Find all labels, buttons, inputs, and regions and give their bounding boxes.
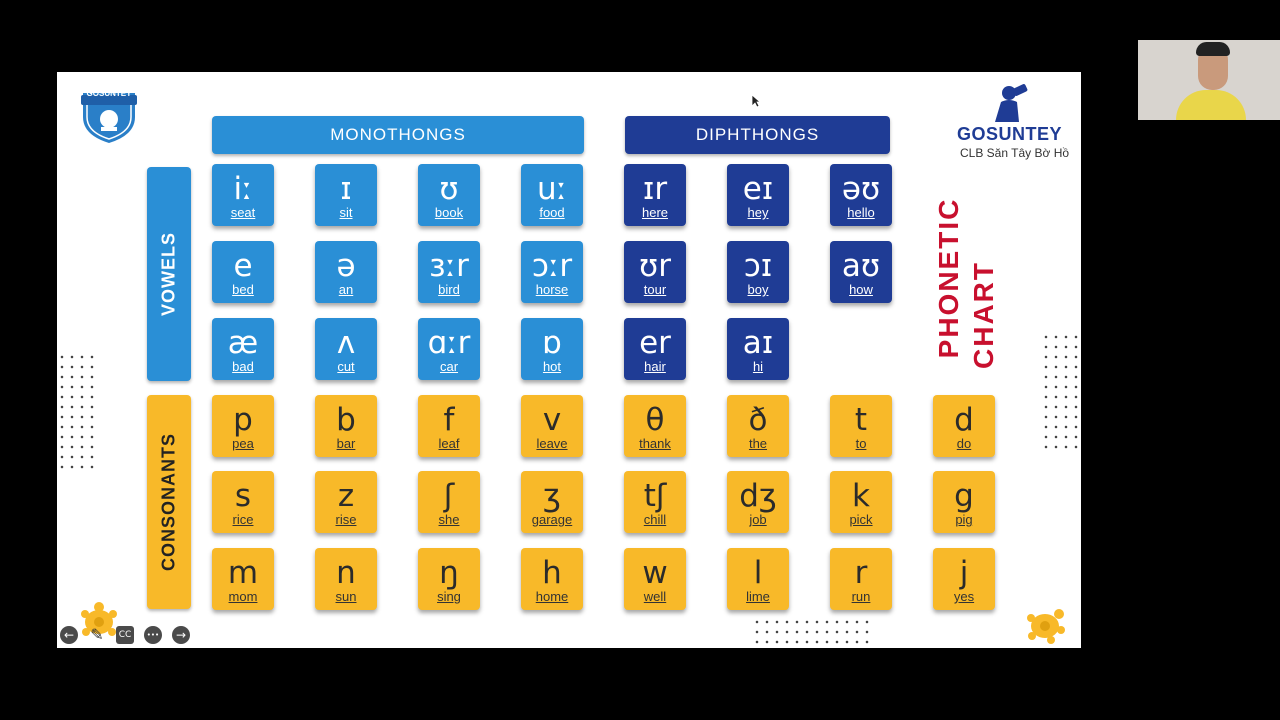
ipa-symbol: n [336,555,356,591]
consonant-tile-garage[interactable] [521,471,583,533]
vowel-tile-hot[interactable] [521,318,583,380]
ipa-symbol: ʃ [443,478,455,514]
consonant-tile-well[interactable] [624,548,686,610]
example-word: how [849,282,873,297]
example-word: an [338,282,354,297]
example-word: hey [747,205,769,220]
vowel-tile-boy[interactable] [727,241,789,303]
example-word: bad [232,359,254,374]
consonant-tile-to[interactable] [830,395,892,457]
presenter-hair [1196,42,1230,56]
ipa-symbol: ɑːr [427,325,471,361]
example-word: sing [437,589,461,604]
ipa-symbol: p [233,402,253,438]
vowel-tile-seat[interactable] [212,164,274,226]
vowel-tile-bed[interactable] [212,241,274,303]
vowel-tile-how[interactable] [830,241,892,303]
ipa-symbol: s [234,478,252,514]
slide [57,72,1081,648]
consonant-tile-sing[interactable] [418,548,480,610]
ipa-symbol: b [336,402,356,438]
ipa-symbol: g [954,478,974,514]
example-word: seat [230,205,256,220]
ipa-symbol: m [227,555,259,591]
consonant-tile-lime[interactable] [727,548,789,610]
ipa-symbol: ɔːr [531,248,573,284]
example-word: job [749,512,767,527]
ipa-symbol: ə [336,248,356,284]
dots-pattern-right [1041,332,1081,452]
consonant-tile-rice[interactable] [212,471,274,533]
dots-pattern-left [57,352,97,472]
example-word: food [539,205,565,220]
ipa-symbol: h [542,555,562,591]
vowel-tile-here[interactable] [624,164,686,226]
example-word: pig [955,512,973,527]
vowels-side-bar [147,167,191,381]
ipa-symbol: eɪ [742,171,774,207]
vowel-tile-tour[interactable] [624,241,686,303]
example-word: thank [639,436,671,451]
ipa-symbol: f [443,402,455,438]
ipa-symbol: l [753,555,763,591]
consonant-tile-rise[interactable] [315,471,377,533]
vowel-tile-hello[interactable] [830,164,892,226]
ipa-symbol: iː [233,171,253,207]
consonant-tile-leave[interactable] [521,395,583,457]
example-word: to [855,436,867,451]
ipa-symbol: d [954,402,974,438]
webcam-video [1138,40,1280,120]
ipa-symbol: aʊ [841,248,881,284]
ipa-symbol: ɒ [542,325,562,361]
consonant-tile-chill[interactable] [624,471,686,533]
consonant-tile-sun[interactable] [315,548,377,610]
mouse-cursor-icon [751,94,761,108]
ipa-symbol: tʃ [643,478,667,514]
example-word: bird [438,282,460,297]
consonant-tile-mom[interactable] [212,548,274,610]
example-word: horse [535,282,569,297]
example-word: tour [643,282,667,297]
consonant-tile-pick[interactable] [830,471,892,533]
example-word: car [439,359,459,374]
example-word: chill [643,512,667,527]
binoculars-person-icon [987,84,1037,122]
prev-slide-button[interactable]: ← [60,626,78,644]
ipa-symbol: æ [227,325,259,361]
phonetic-title-line2: CHART [968,261,999,369]
example-word: lime [746,589,770,604]
example-word: well [643,589,667,604]
consonant-tile-bar[interactable] [315,395,377,457]
example-word: hot [542,359,562,374]
example-word: cut [337,359,355,374]
next-slide-button[interactable]: → [172,626,190,644]
example-word: book [434,205,464,220]
ipa-symbol: əʊ [841,171,881,207]
example-word: rice [232,512,254,527]
example-word: sit [339,205,353,220]
ipa-symbol: θ [645,402,665,438]
example-word: pea [232,436,254,451]
vowel-tile-hi[interactable] [727,318,789,380]
consonant-tile-job[interactable] [727,471,789,533]
ipa-symbol: j [959,555,969,591]
pen-tool-button[interactable]: ✎ [90,625,104,644]
monothongs-header: MONOTHONGS [212,116,584,154]
consonant-tile-the[interactable] [727,395,789,457]
consonant-tile-thank[interactable] [624,395,686,457]
example-word: boy [747,282,769,297]
ipa-symbol: r [854,555,868,591]
ipa-symbol: ɜːr [429,248,469,284]
vowel-tile-bird[interactable] [418,241,480,303]
consonants-side-bar [147,395,191,609]
example-word: she [438,512,460,527]
ipa-symbol: t [854,402,868,438]
ipa-symbol: ʒ [543,478,561,514]
ipa-symbol: e [233,248,253,284]
vowels-label: VOWELS [158,231,179,317]
ipa-symbol: aɪ [742,325,774,361]
diphthongs-header: DIPHTHONGS [625,116,890,154]
example-word: mom [228,589,258,604]
example-word: home [535,589,569,604]
ipa-symbol: w [642,555,668,591]
badge-text: GOSUNTEY [86,89,132,98]
consonant-tile-pea[interactable] [212,395,274,457]
example-word: do [956,436,972,451]
ipa-symbol: ʊ [439,171,459,207]
ipa-symbol: ʊr [639,248,671,284]
example-word: rise [335,512,357,527]
example-word: the [748,436,768,451]
consonant-tile-pig[interactable] [933,471,995,533]
vowel-tile-bad[interactable] [212,318,274,380]
vowel-tile-book[interactable] [418,164,480,226]
phonetic-title-line1: PHONETIC [933,197,964,359]
vowel-tile-an[interactable] [315,241,377,303]
example-word: bar [336,436,356,451]
example-word: yes [953,589,975,604]
ipa-symbol: v [542,402,562,438]
more-options-button[interactable]: ••• [144,626,162,644]
captions-button[interactable]: CC [116,626,134,644]
vowel-tile-sit[interactable] [315,164,377,226]
example-word: sun [335,589,357,604]
ipa-symbol: dʒ [739,478,777,514]
consonant-tile-do[interactable] [933,395,995,457]
example-word: pick [849,512,873,527]
consonant-tile-she[interactable] [418,471,480,533]
example-word: run [851,589,871,604]
example-word: hello [847,205,875,220]
ipa-symbol: k [852,478,870,514]
vowel-tile-hair[interactable] [624,318,686,380]
dots-pattern-bottom [752,617,872,647]
example-word: hair [644,359,666,374]
example-word: hi [752,359,764,374]
brand-subtitle: CLB Săn Tây Bờ Hồ [960,146,1070,160]
ipa-symbol: uː [536,171,568,207]
vowel-tile-cut[interactable] [315,318,377,380]
example-word: garage [531,512,573,527]
ipa-symbol: ɔɪ [743,248,773,284]
example-word: leave [536,436,568,451]
example-word: bed [232,282,254,297]
vowel-tile-food[interactable] [521,164,583,226]
consonant-tile-leaf[interactable] [418,395,480,457]
ipa-symbol: ɪr [642,171,668,207]
vowel-tile-car[interactable] [418,318,480,380]
consonant-tile-home[interactable] [521,548,583,610]
ipa-symbol: ʌ [336,325,356,361]
brand-name: GOSUNTEY [957,124,1063,144]
consonant-tile-run[interactable] [830,548,892,610]
example-word: leaf [438,436,460,451]
vowel-tile-hey[interactable] [727,164,789,226]
ipa-symbol: z [337,478,355,514]
ipa-symbol: ŋ [439,555,459,591]
consonant-tile-yes[interactable] [933,548,995,610]
example-word: here [641,205,669,220]
ipa-symbol: er [639,325,671,361]
ipa-symbol: ɪ [340,171,352,207]
vowel-tile-horse[interactable] [521,241,583,303]
presenter-shirt [1176,90,1246,120]
turtle-icon-right [1023,604,1067,644]
consonants-label: CONSONANTS [158,432,179,572]
ipa-symbol: ð [748,402,768,438]
